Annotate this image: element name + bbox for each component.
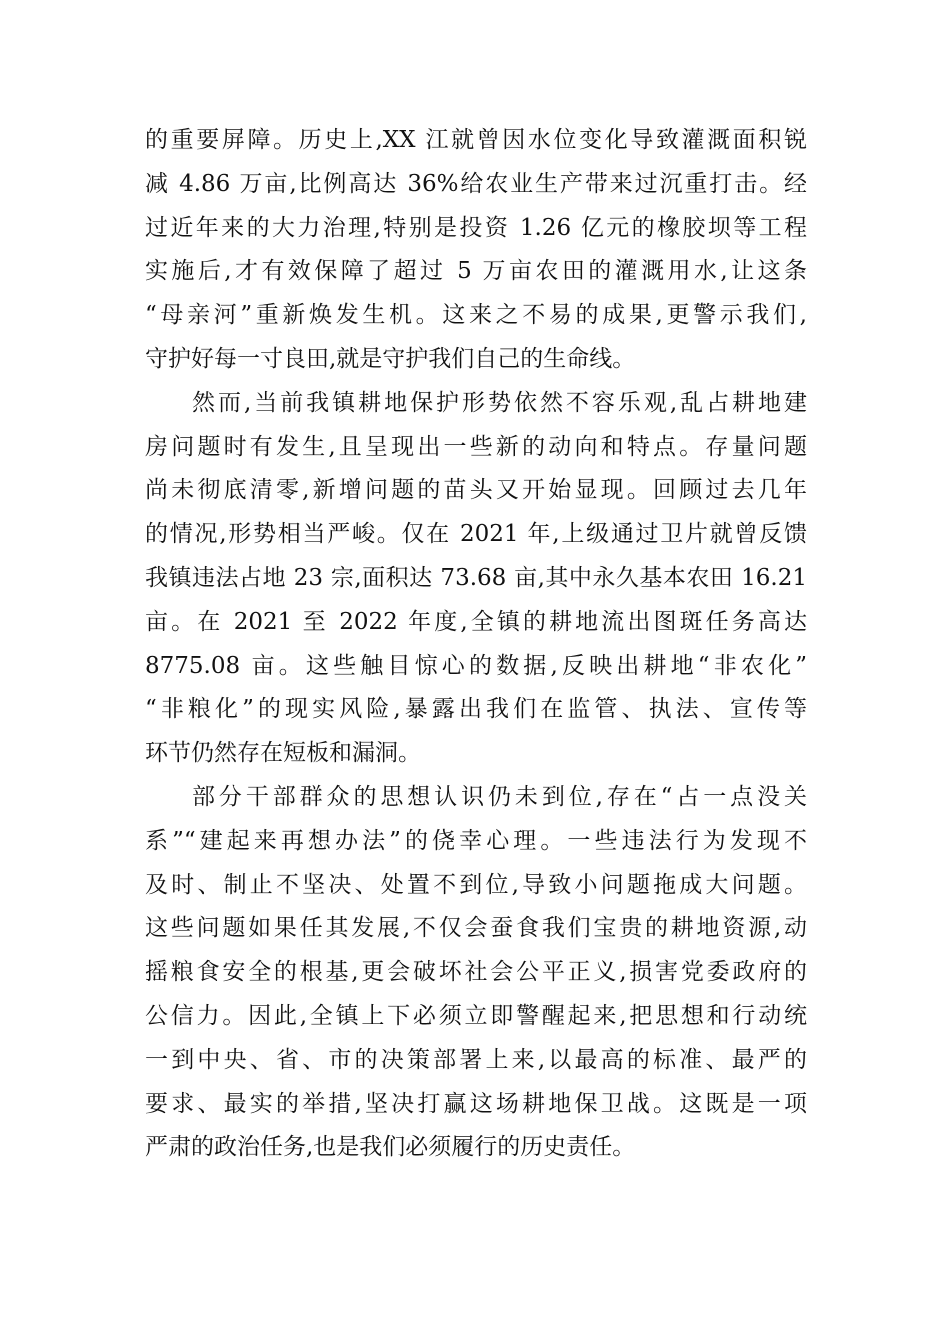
paragraph-line: “母亲河”重新焕发生机。这来之不易的成果,更警示我们, <box>145 302 807 329</box>
paragraph-line: 的情况,形势相当严峻。仅在 2021 年,上级通过卫片就曾反馈 <box>145 521 807 548</box>
paragraph-line: 守护好每一寸良田,就是守护我们自己的生命线。 <box>145 345 636 372</box>
paragraph-line: 8775.08 亩。这些触目惊心的数据,反映出耕地“非农化” <box>145 652 807 679</box>
paragraph-line: 要求、最实的举措,坚决打赢这场耕地保卫战。这既是一项 <box>145 1090 807 1117</box>
paragraph-line: 部分干部群众的思想认识仍未到位,存在“占一点没关 <box>192 783 807 810</box>
paragraph-line: 减 4.86 万亩,比例高达 36%给农业生产带来过沉重打击。经 <box>145 170 807 197</box>
paragraph-line: 亩。在 2021 至 2022 年度,全镇的耕地流出图斑任务高达 <box>145 608 807 635</box>
paragraph-line: 的重要屏障。历史上,XX 江就曾因水位变化导致灌溉面积锐 <box>145 127 807 153</box>
paragraph-1 <box>145 119 807 382</box>
paragraph-line: 实施后,才有效保障了超过 5 万亩农田的灌溉用水,让这条 <box>145 258 807 285</box>
paragraph-3 <box>145 776 807 1170</box>
paragraph-line: “非粮化”的现实风险,暴露出我们在监管、执法、宣传等 <box>145 696 807 723</box>
paragraph-2 <box>145 382 807 776</box>
paragraph-line: 我镇违法占地 23 宗,面积达 73.68 亩,其中永久基本农田 16.21 <box>145 564 807 591</box>
paragraph-line: 一到中央、省、市的决策部署上来,以最高的标准、最严的 <box>145 1046 807 1073</box>
paragraph-line: 过近年来的大力治理,特别是投资 1.26 亿元的橡胶坝等工程 <box>145 214 807 241</box>
document-body <box>145 119 807 1170</box>
paragraph-line: 严肃的政治任务,也是我们必须履行的历史责任。 <box>145 1134 636 1161</box>
paragraph-line: 尚未彻底清零,新增问题的苗头又开始显现。回顾过去几年 <box>145 477 807 504</box>
paragraph-line: 摇粮食安全的根基,更会破坏社会公平正义,损害党委政府的 <box>145 959 807 986</box>
paragraph-line: 房问题时有发生,且呈现出一些新的动向和特点。存量问题 <box>145 433 807 460</box>
paragraph-line: 环节仍然存在短板和漏洞。 <box>145 740 421 767</box>
paragraph-line: 然而,当前我镇耕地保护形势依然不容乐观,乱占耕地建 <box>192 389 807 416</box>
paragraph-line: 公信力。因此,全镇上下必须立即警醒起来,把思想和行动统 <box>145 1002 807 1029</box>
paragraph-line: 系”“建起来再想办法”的侥幸心理。一些违法行为发现不 <box>145 827 807 854</box>
paragraph-line: 这些问题如果任其发展,不仅会蚕食我们宝贵的耕地资源,动 <box>145 915 807 942</box>
paragraph-line: 及时、制止不坚决、处置不到位,导致小问题拖成大问题。 <box>145 871 807 898</box>
